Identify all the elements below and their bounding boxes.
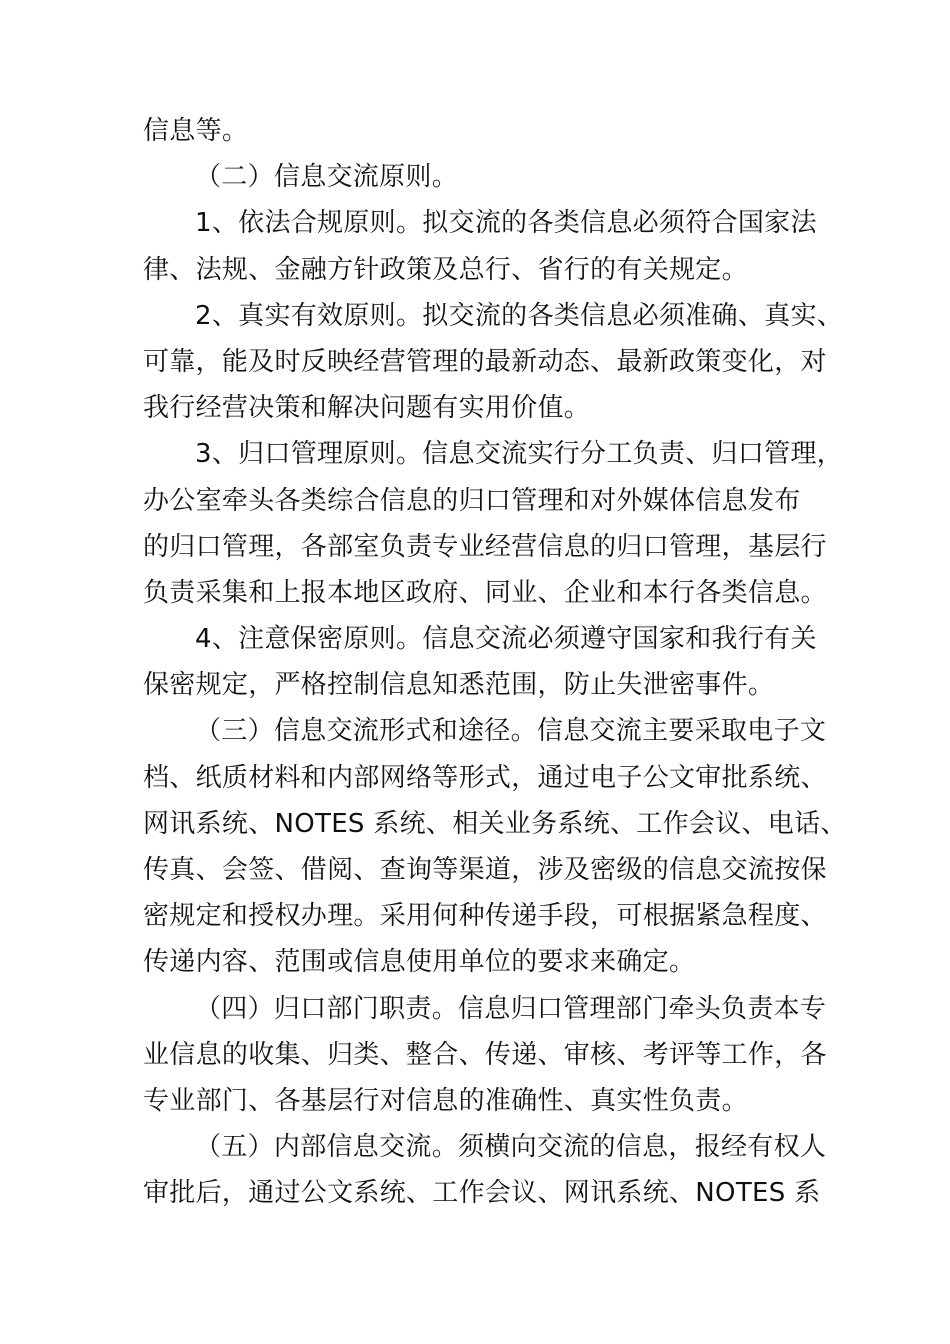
section-heading-duties: （四）归口部门职责。信息归口管理部门牵头负责本专 — [195, 993, 827, 1024]
text-line: 我行经营决策和解决问题有实用价值。 — [143, 393, 591, 424]
text-line: 办公室牵头各类综合信息的归口管理和对外媒体信息发布 — [143, 485, 801, 516]
section-heading-internal: （五）内部信息交流。须横向交流的信息，报经有权人 — [195, 1132, 827, 1163]
text-line: 1、依法合规原则。拟交流的各类信息必须符合国家法 — [195, 208, 817, 239]
text-line: 档、纸质材料和内部网络等形式，通过电子公文审批系统、 — [143, 762, 827, 793]
text-line: 传递内容、范围或信息使用单位的要求来确定。 — [143, 947, 696, 978]
section-heading-forms: （三）信息交流形式和途径。信息交流主要采取电子文 — [195, 716, 827, 747]
text-line: 传真、会签、借阅、查询等渠道，涉及密级的信息交流按保 — [143, 855, 827, 885]
text-line: 密规定和授权办理。采用何种传递手段，可根据紧急程度、 — [143, 901, 827, 932]
text-line: 律、法规、金融方针政策及总行、省行的有关规定。 — [143, 254, 748, 285]
text-line: 3、归口管理原则。信息交流实行分工负责、归口管理， — [195, 439, 844, 470]
text-line: 可靠，能及时反映经营管理的最新动态、最新政策变化，对 — [143, 346, 827, 377]
text-line: 业信息的收集、归类、整合、传递、审核、考评等工作，各 — [143, 1039, 827, 1070]
text-line: 的归口管理，各部室负责专业经营信息的归口管理，基层行 — [143, 531, 827, 562]
section-heading-principles: （二）信息交流原则。 — [195, 162, 459, 193]
text-line: 网讯系统、NOTES 系统、相关业务系统、工作会议、电话、 — [143, 808, 847, 839]
text-line: 2、真实有效原则。拟交流的各类信息必须准确、真实、 — [195, 300, 844, 331]
text-line: 专业部门、各基层行对信息的准确性、真实性负责。 — [143, 1085, 748, 1116]
document-body — [143, 108, 847, 1217]
text-line: 信息等。 — [143, 116, 249, 146]
text-line: 4、注意保密原则。信息交流必须遵守国家和我行有关 — [195, 624, 817, 655]
text-line: 审批后，通过公文系统、工作会议、网讯系统、NOTES 系 — [143, 1178, 821, 1209]
text-line: 保密规定，严格控制信息知悉范围，防止失泄密事件。 — [143, 670, 775, 701]
text-line: 负责采集和上报本地区政府、同业、企业和本行各类信息。 — [143, 577, 827, 608]
